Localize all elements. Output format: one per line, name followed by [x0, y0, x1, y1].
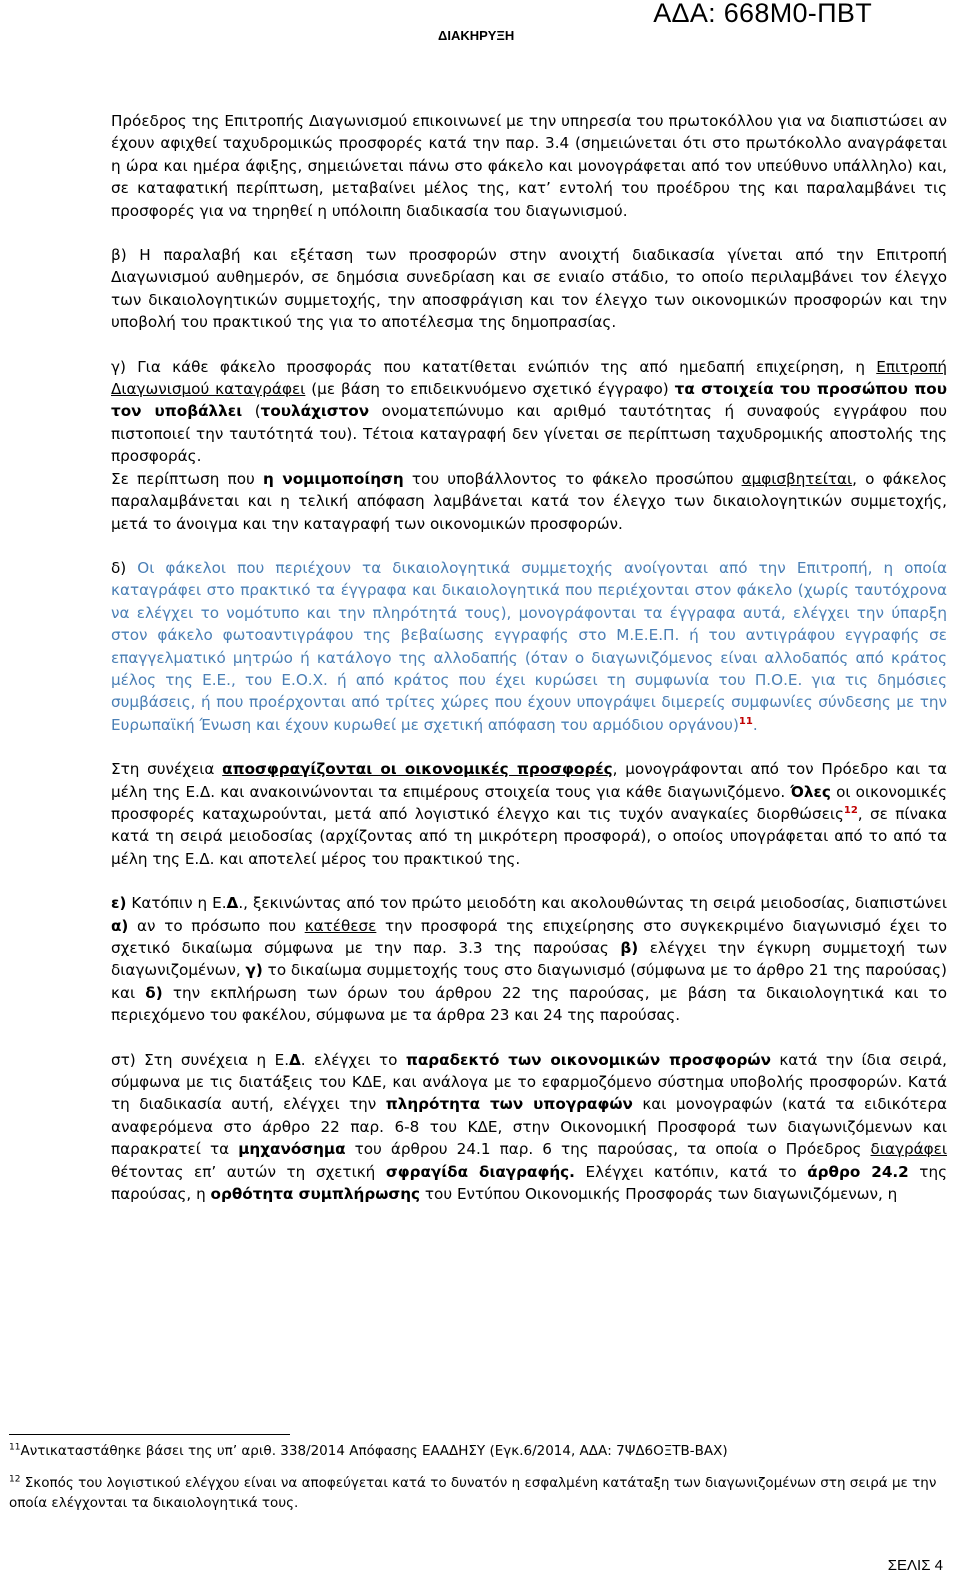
- paragraph-b: β) Η παραλαβή και εξέταση των προσφορών στην ανοιχτή διαδικασία γίνεται από την Επιτροπή Διαγωνισμού αυθημερόν, σε δημόσια συνεδρίαση και σε ενιαίο στάδιο, το οποίο περιλαμβάνει τον έλεγχο των δικαιολογητικών συμμετοχής, την αποσφράγιση και τον έλεγχο των οικονομικών προσφορών και την υποβολή του πρακτικού της για το αποτέλεσμα της δημοπρασίας.: [111, 246, 947, 332]
- document-label: ΔΙΑΚΗΡΥΞΗ: [438, 28, 515, 43]
- footnote-12: $^{12}$ Σκοπός του λογιστικού ελέγχου είναι να αποφεύγεται κατά το δυνατόν η εσφαλμένη κατάταξη των διαγωνιζομένων στη σειρά με την οποία ελέγχονται τα δικαιολογητικά τους.: [9, 1474, 937, 1511]
- ada-code: ΑΔΑ: 668Μ0-ΠΒΤ: [653, 0, 872, 28]
- footnote-separator: [9, 1434, 290, 1435]
- paragraph-financial: Στη συνέχεια αποσφραγίζονται οι οικονομικές προσφορές, μονογράφονται από τον Πρόεδρο και τα μέλη της Ε.Δ. και ανακοινώνονται τα επιμέρους στοιχεία τους για κάθε διαγωνιζόμενο. Όλες οι οικονομικές προσφορές καταχωρούνται, μετά από λογιστικό έλεγχο και τις τυχόν αναγκαίες διορθώσεις$^{12}$, σε πίνακα κατά τη σειρά μειοδοσίας (αρχίζοντας από τη μικρότερη προσφορά), ο οποίος υπογράφεται από το από τα μέλη της Ε.Δ. και αποτελεί μέρος του πρακτικού της.: [111, 760, 947, 868]
- footnote-ref-11[interactable]: 11: [738, 715, 753, 727]
- paragraph-c-continued: Σε περίπτωση που η νομιμοποίηση του υποβάλλοντος το φάκελο προσώπου αμφισβητείται, ο φάκελος παραλαμβάνεται και η τελική απόφαση λαμβάνεται κατά τον έλεγχο των δικαιολογητικών συμμετοχής, μετά το άνοιγμα και την καταγραφή των οικονομικών προσφορών.: [111, 469, 947, 533]
- paragraph-e: ε) Κατόπιν η Ε.Δ., ξεκινώντας από τον πρώτο μειοδότη και ακολουθώντας τη σειρά μειοδοσίας, διαπιστώνει α) αν το πρόσωπο που κατέθεσε την προσφορά της επιχείρησης στο συγκεκριμένο διαγωνισμό έχει το σχετικό δικαίωμα σύμφωνα με την παρ. 3.3 της παρούσας β) ελέγχει την έγκυρη συμμετοχή των διαγωνιζομένων, γ) το δικαίωμα συμμετοχής τους στο διαγωνισμό (σύμφωνα με το άρθρο 21 της παρούσας) και δ) την εκπλήρωση των όρων του άρθρου 22 της παρούσας, με βάση τα δικαιολογητικά και το περιεχόμενο του φακέλου, σύμφωνα με τα άρθρα 23 και 24 της παρούσας.: [111, 894, 947, 1025]
- page-number: ΣΕΛΙΣ 4: [887, 1557, 943, 1574]
- paragraph-f: στ) Στη συνέχεια η Ε.Δ. ελέγχει το παραδεκτό των οικονομικών προσφορών κατά την ίδια σειρά, σύμφωνα με τις διατάξεις του ΚΔΕ, και ανάλογα με το εφαρμοζόμενο σύστημα υποβολής προσφορών. Κατά τη διαδικασία αυτή, ελέγχει την πληρότητα των υπογραφών και μονογραφών (κατά τα ειδικότερα αναφερόμενα στο άρθρο 22 παρ. 6-8 του ΚΔΕ, στην Οικονομική Προσφορά των διαγωνιζόμενων και παρακρατεί τα μηχανόσημα του άρθρου 24.1 παρ. 6 της παρούσας, τα οποία ο Πρόεδρος διαγράφει θέτοντας επ’ αυτών τη σχετική σφραγίδα διαγραφής. Ελέγχει κατόπιν, κατά το άρθρο 24.2 της παρούσας, η ορθότητα συμπλήρωσης του Εντύπου Οικονομικής Προσφοράς των διαγωνιζόμενων, η: [111, 1050, 947, 1204]
- document-body: [111, 110, 947, 1205]
- paragraph-c: γ) Για κάθε φάκελο προσφοράς που κατατίθεται ενώπιόν της από ημεδαπή επιχείρηση, η Επιτροπή Διαγωνισμού καταγράφει (με βάση το επιδεικνυόμενο σχετικό έγγραφο) τα στοιχεία του προσώπου που τον υποβάλλει (τουλάχιστον ονοματεπώνυμο και αριθμό ταυτότητας ή συναφούς εγγράφου που πιστοποιεί την ταυτότητά του). Τέτοια καταγραφή δεν γίνεται σε περίπτωση ταχυδρομικής αποστολής της προσφοράς.: [111, 357, 947, 466]
- footnote-11: $^{11}$Αντικαταστάθηκε βάσει της υπ’ αριθ. 338/2014 Απόφασης ΕΑΑΔΗΣΥ (Εγκ.6/2014, ΑΔΑ: 7ΨΔ6ΟΞΤΒ-ΒΑΧ): [9, 1442, 728, 1459]
- paragraph-d: δ) Οι φάκελοι που περιέχουν τα δικαιολογητικά συμμετοχής ανοίγονται από την Επιτροπή, η οποία καταγράφει στο πρακτικό τα έγγραφα και δικαιολογητικά που περιέχονται στον φάκελο (χωρίς ταυτόχρονα να ελέγχει το νομότυπο και την πληρότητά τους), μονογράφονται τα έγγραφα αυτά, ελέγχει την ύπαρξη στον φάκελο φωτοαντιγράφου της βεβαίωσης εγγραφής στο Μ.Ε.Ε.Π. ή του αντιγράφου εγγραφής σε επαγγελματικό μητρώο ή κατάλογο της αλλοδαπής (όταν ο διαγωνιζόμενος είναι αλλοδαπός από κράτος μέλος της Ε.Ε., του Ε.Ο.Χ. ή από κράτος που έχει κυρώσει τη συμφωνία του Π.Ο.Ε. για τις δημόσιες συμβάσεις, ή που προέρχονται από τρίτες χώρες που έχουν υπογράψει διμερείς συμφωνίες σύνδεσης με την Ευρωπαϊκή Ένωση και έχουν κυρωθεί με σχετική απόφαση του αρμόδιου οργάνου)$^{11}$.: [111, 558, 947, 734]
- paragraph-intro: Πρόεδρος της Επιτροπής Διαγωνισμού επικοινωνεί με την υπηρεσία του πρωτοκόλλου για να διαπιστώσει αν έχουν αφιχθεί ταχυδρομικώς προσφορές κατά την παρ. 3.4 (σημειώνεται ότι στο πρωτόκολλο αναγράφεται η ώρα και ημέρα άφιξης, σημειώνεται πάνω στο φάκελο και μονογράφεται από τον υπεύθυνο υπάλληλο) και, σε καταφατική περίπτωση, μεταβαίνει μέλος της, κατ’ εντολή του προέδρου της και παραλαμβάνει τις προσφορές για να τηρηθεί η υπόλοιπη διαδικασία του διαγωνισμού.: [111, 112, 947, 220]
- footnote-ref-12[interactable]: 12: [843, 804, 858, 816]
